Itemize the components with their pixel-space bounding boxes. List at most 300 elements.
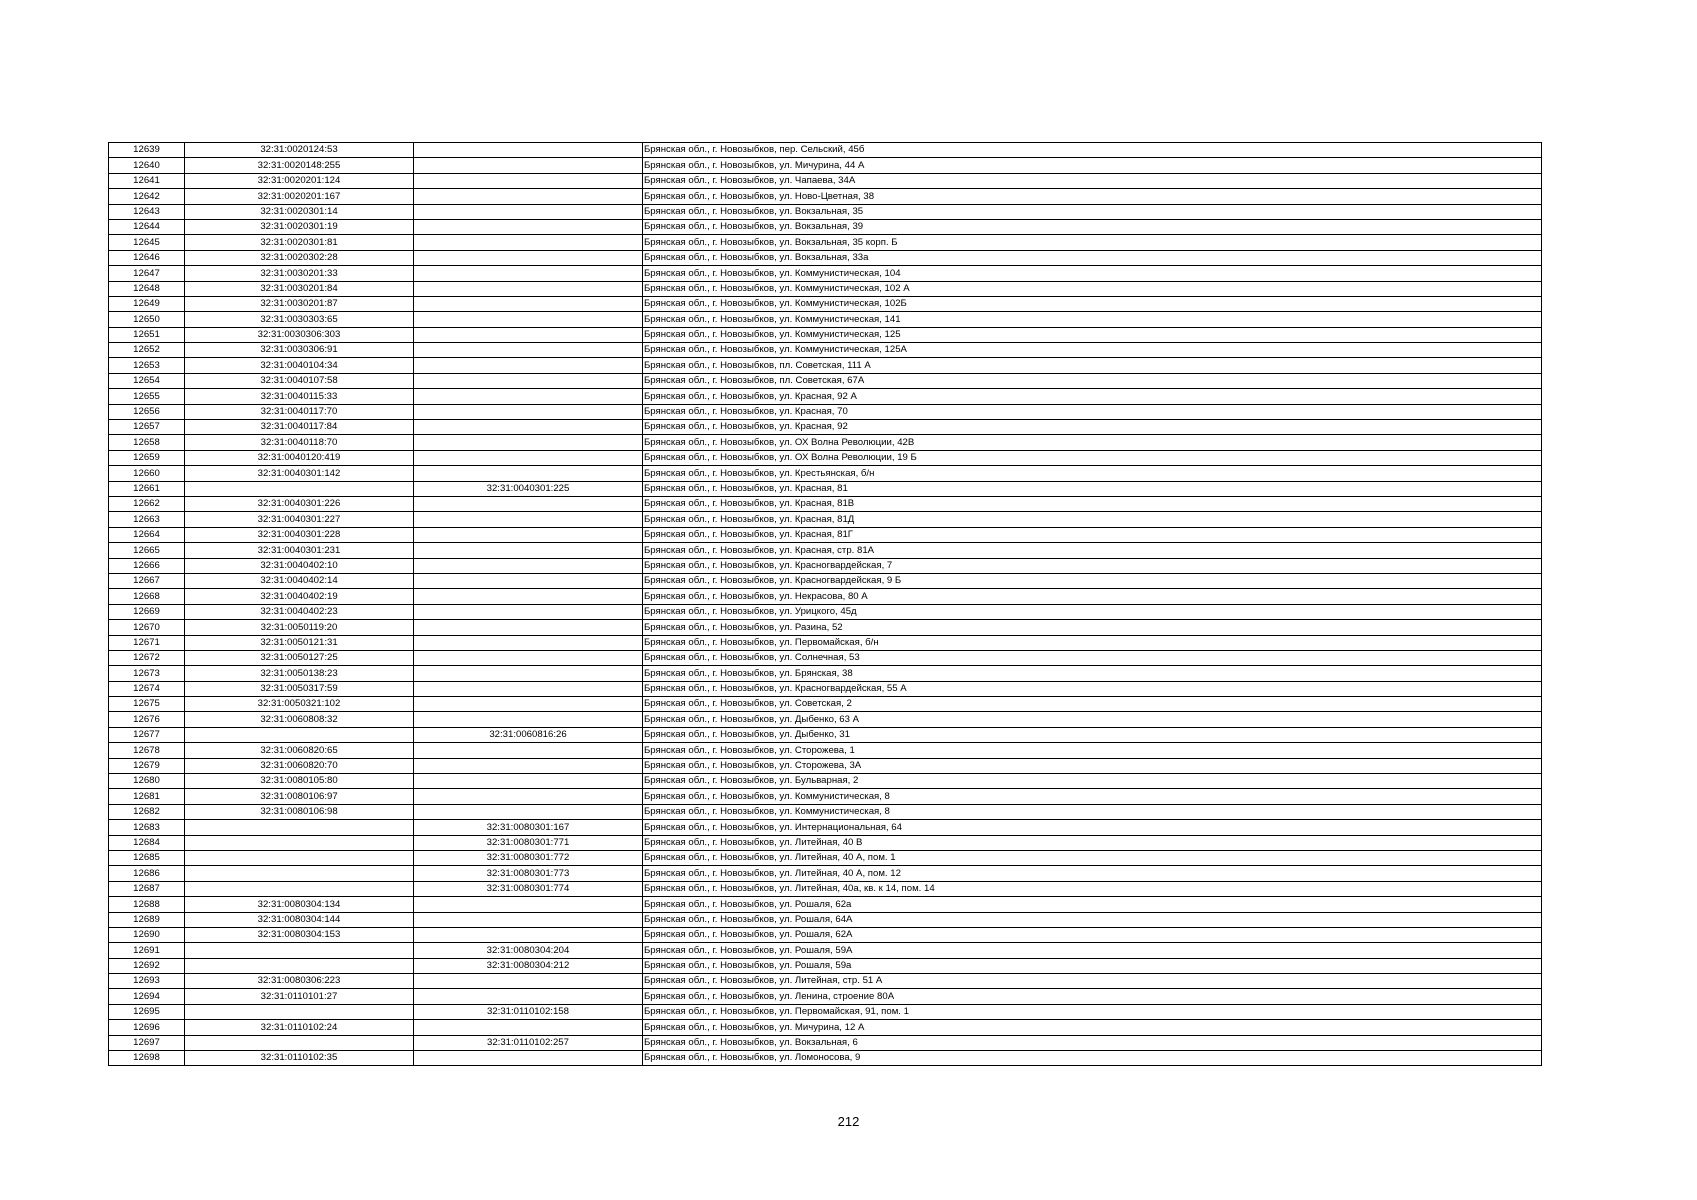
address-cell: Брянская обл., г. Новозыбков, ул. ОХ Волна Революции, 19 Б [643,450,1542,465]
cadastral-number-alt-cell [414,789,643,804]
cadastral-number-alt-cell [414,712,643,727]
cadastral-number-cell [185,881,414,896]
row-number-cell: 12642 [109,189,185,204]
cadastral-number-alt-cell [414,989,643,1004]
row-number-cell: 12692 [109,958,185,973]
row-number-cell: 12676 [109,712,185,727]
cadastral-number-alt-cell [414,1051,643,1066]
cadastral-number-alt-cell [414,404,643,419]
cadastral-number-alt-cell [414,666,643,681]
row-number-cell: 12693 [109,974,185,989]
table-row [109,804,1542,819]
row-number-cell: 12658 [109,435,185,450]
address-cell: Брянская обл., г. Новозыбков, ул. Сторожева, 3А [643,758,1542,773]
cadastral-number-cell: 32:31:0030201:33 [185,266,414,281]
table-row [109,774,1542,789]
cadastral-number-alt-cell: 32:31:0110102:257 [414,1035,643,1050]
cadastral-number-alt-cell [414,512,643,527]
table-row [109,850,1542,865]
address-cell: Брянская обл., г. Новозыбков, ул. Красная, 92 А [643,389,1542,404]
row-number-cell: 12657 [109,420,185,435]
registry-body [109,143,1542,1066]
cadastral-number-cell: 32:31:0050138:23 [185,666,414,681]
table-row [109,666,1542,681]
table-row [109,527,1542,542]
row-number-cell: 12653 [109,358,185,373]
row-number-cell: 12682 [109,804,185,819]
table-row [109,235,1542,250]
row-number-cell: 12698 [109,1051,185,1066]
cadastral-number-cell: 32:31:0020301:14 [185,204,414,219]
address-cell: Брянская обл., г. Новозыбков, ул. Солнечная, 53 [643,650,1542,665]
registry-table [108,142,1542,1066]
cadastral-number-alt-cell: 32:31:0080301:771 [414,835,643,850]
cadastral-number-cell: 32:31:0040301:226 [185,496,414,511]
cadastral-number-cell: 32:31:0050317:59 [185,681,414,696]
table-row [109,219,1542,234]
table-row [109,404,1542,419]
address-cell: Брянская обл., г. Новозыбков, пер. Сельский, 45б [643,143,1542,158]
row-number-cell: 12668 [109,589,185,604]
table-row [109,881,1542,896]
table-row [109,1051,1542,1066]
cadastral-number-cell: 32:31:0020301:19 [185,219,414,234]
cadastral-number-cell [185,958,414,973]
row-number-cell: 12690 [109,927,185,942]
address-cell: Брянская обл., г. Новозыбков, ул. Рошаля, 62А [643,927,1542,942]
cadastral-number-cell: 32:31:0040402:23 [185,604,414,619]
row-number-cell: 12661 [109,481,185,496]
cadastral-number-cell: 32:31:0080106:97 [185,789,414,804]
row-number-cell: 12675 [109,697,185,712]
cadastral-number-alt-cell [414,296,643,311]
cadastral-number-cell: 32:31:0020201:167 [185,189,414,204]
table-row [109,758,1542,773]
table-row [109,620,1542,635]
cadastral-number-alt-cell [414,450,643,465]
cadastral-number-cell: 32:31:0080304:144 [185,912,414,927]
table-row [109,204,1542,219]
row-number-cell: 12667 [109,573,185,588]
cadastral-number-alt-cell [414,604,643,619]
table-row [109,158,1542,173]
address-cell: Брянская обл., г. Новозыбков, ул. Рошаля, 59А [643,943,1542,958]
cadastral-number-cell: 32:31:0050119:20 [185,620,414,635]
cadastral-number-cell [185,727,414,742]
cadastral-number-alt-cell [414,389,643,404]
table-row [109,573,1542,588]
cadastral-number-alt-cell [414,204,643,219]
cadastral-number-alt-cell [414,635,643,650]
cadastral-number-cell: 32:31:0060820:65 [185,743,414,758]
row-number-cell: 12671 [109,635,185,650]
cadastral-number-alt-cell: 32:31:0080301:167 [414,820,643,835]
table-row [109,589,1542,604]
address-cell: Брянская обл., г. Новозыбков, ул. Вокзальная, 35 корп. Б [643,235,1542,250]
address-cell: Брянская обл., г. Новозыбков, ул. Рошаля, 64А [643,912,1542,927]
row-number-cell: 12663 [109,512,185,527]
cadastral-number-alt-cell [414,743,643,758]
address-cell: Брянская обл., г. Новозыбков, ул. Красногвардейская, 55 А [643,681,1542,696]
row-number-cell: 12666 [109,558,185,573]
address-cell: Брянская обл., г. Новозыбков, ул. Рошаля, 62а [643,897,1542,912]
cadastral-number-alt-cell [414,158,643,173]
cadastral-number-cell: 32:31:0050321:102 [185,697,414,712]
cadastral-number-alt-cell [414,358,643,373]
table-row [109,974,1542,989]
table-row [109,312,1542,327]
address-cell: Брянская обл., г. Новозыбков, ул. Ленина, строение 80А [643,989,1542,1004]
cadastral-number-cell [185,1004,414,1019]
row-number-cell: 12647 [109,266,185,281]
cadastral-number-alt-cell [414,927,643,942]
cadastral-number-alt-cell [414,266,643,281]
address-cell: Брянская обл., г. Новозыбков, ул. Красная, стр. 81А [643,543,1542,558]
table-row [109,189,1542,204]
table-row [109,343,1542,358]
table-row [109,481,1542,496]
row-number-cell: 12670 [109,620,185,635]
row-number-cell: 12688 [109,897,185,912]
table-row [109,712,1542,727]
row-number-cell: 12697 [109,1035,185,1050]
table-row [109,1020,1542,1035]
row-number-cell: 12664 [109,527,185,542]
row-number-cell: 12681 [109,789,185,804]
row-number-cell: 12662 [109,496,185,511]
table-row [109,697,1542,712]
cadastral-number-alt-cell [414,697,643,712]
address-cell: Брянская обл., г. Новозыбков, ул. Литейная, 40 А, пом. 1 [643,850,1542,865]
cadastral-number-cell [185,850,414,865]
cadastral-number-alt-cell: 32:31:0110102:158 [414,1004,643,1019]
table-row [109,958,1542,973]
row-number-cell: 12669 [109,604,185,619]
cadastral-number-alt-cell [414,281,643,296]
cadastral-number-cell: 32:31:0040115:33 [185,389,414,404]
table-row [109,143,1542,158]
address-cell: Брянская обл., г. Новозыбков, ул. Некрасова, 80 А [643,589,1542,604]
row-number-cell: 12689 [109,912,185,927]
cadastral-number-alt-cell: 32:31:0080301:773 [414,866,643,881]
cadastral-number-cell: 32:31:0080304:134 [185,897,414,912]
address-cell: Брянская обл., г. Новозыбков, ул. Ломоносова, 9 [643,1051,1542,1066]
table-row [109,512,1542,527]
row-number-cell: 12686 [109,866,185,881]
address-cell: Брянская обл., г. Новозыбков, ул. Бульварная, 2 [643,774,1542,789]
address-cell: Брянская обл., г. Новозыбков, ул. Красная, 81Г [643,527,1542,542]
cadastral-number-alt-cell [414,1020,643,1035]
cadastral-number-alt-cell [414,312,643,327]
row-number-cell: 12639 [109,143,185,158]
row-number-cell: 12694 [109,989,185,1004]
cadastral-number-alt-cell [414,758,643,773]
cadastral-number-alt-cell: 32:31:0040301:225 [414,481,643,496]
cadastral-number-cell: 32:31:0040301:231 [185,543,414,558]
cadastral-number-alt-cell [414,573,643,588]
cadastral-number-alt-cell [414,189,643,204]
cadastral-number-alt-cell [414,897,643,912]
row-number-cell: 12641 [109,173,185,188]
address-cell: Брянская обл., г. Новозыбков, ул. Вокзальная, 35 [643,204,1542,219]
table-row [109,496,1542,511]
address-cell: Брянская обл., г. Новозыбков, ул. Дыбенко, 31 [643,727,1542,742]
cadastral-number-cell: 32:31:0040301:228 [185,527,414,542]
cadastral-number-cell: 32:31:0040117:70 [185,404,414,419]
table-row [109,835,1542,850]
row-number-cell: 12651 [109,327,185,342]
cadastral-number-cell: 32:31:0040118:70 [185,435,414,450]
cadastral-number-cell [185,1035,414,1050]
table-row [109,1004,1542,1019]
address-cell: Брянская обл., г. Новозыбков, ул. Чапаева, 34А [643,173,1542,188]
table-row [109,989,1542,1004]
row-number-cell: 12650 [109,312,185,327]
row-number-cell: 12649 [109,296,185,311]
row-number-cell: 12677 [109,727,185,742]
address-cell: Брянская обл., г. Новозыбков, ул. Вокзальная, 39 [643,219,1542,234]
row-number-cell: 12665 [109,543,185,558]
cadastral-number-cell: 32:31:0030306:303 [185,327,414,342]
cadastral-number-cell: 32:31:0060820:70 [185,758,414,773]
address-cell: Брянская обл., г. Новозыбков, ул. Литейная, 40а, кв. к 14, пом. 14 [643,881,1542,896]
address-cell: Брянская обл., г. Новозыбков, ул. Рошаля, 59а [643,958,1542,973]
row-number-cell: 12674 [109,681,185,696]
cadastral-number-alt-cell [414,420,643,435]
address-cell: Брянская обл., г. Новозыбков, ул. Красная, 81Д [643,512,1542,527]
address-cell: Брянская обл., г. Новозыбков, ул. Ново-Цветная, 38 [643,189,1542,204]
cadastral-number-alt-cell [414,681,643,696]
row-number-cell: 12640 [109,158,185,173]
table-row [109,296,1542,311]
row-number-cell: 12695 [109,1004,185,1019]
cadastral-number-cell: 32:31:0040402:10 [185,558,414,573]
cadastral-number-cell: 32:31:0040301:227 [185,512,414,527]
address-cell: Брянская обл., г. Новозыбков, ул. Красная, 81 [643,481,1542,496]
table-row [109,789,1542,804]
cadastral-number-cell: 32:31:0020302:28 [185,250,414,265]
address-cell: Брянская обл., г. Новозыбков, ул. Советская, 2 [643,697,1542,712]
cadastral-number-alt-cell [414,650,643,665]
table-row [109,543,1542,558]
cadastral-number-alt-cell [414,589,643,604]
table-row [109,897,1542,912]
table-row [109,450,1542,465]
cadastral-number-alt-cell [414,466,643,481]
table-row [109,373,1542,388]
table-row [109,266,1542,281]
address-cell: Брянская обл., г. Новозыбков, ул. Коммунистическая, 8 [643,804,1542,819]
address-cell: Брянская обл., г. Новозыбков, пл. Советская, 111 А [643,358,1542,373]
row-number-cell: 12659 [109,450,185,465]
cadastral-number-cell: 32:31:0020124:53 [185,143,414,158]
cadastral-number-cell: 32:31:0040107:58 [185,373,414,388]
row-number-cell: 12644 [109,219,185,234]
address-cell: Брянская обл., г. Новозыбков, ул. Первомайская, 91, пом. 1 [643,1004,1542,1019]
cadastral-number-alt-cell [414,804,643,819]
cadastral-number-alt-cell: 32:31:0080304:212 [414,958,643,973]
table-row [109,173,1542,188]
cadastral-number-cell: 32:31:0110102:24 [185,1020,414,1035]
cadastral-number-cell: 32:31:0040301:142 [185,466,414,481]
cadastral-number-cell: 32:31:0020201:124 [185,173,414,188]
cadastral-number-alt-cell: 32:31:0080301:774 [414,881,643,896]
cadastral-number-alt-cell [414,912,643,927]
address-cell: Брянская обл., г. Новозыбков, ул. Коммунистическая, 125А [643,343,1542,358]
address-cell: Брянская обл., г. Новозыбков, ул. Красная, 92 [643,420,1542,435]
row-number-cell: 12646 [109,250,185,265]
row-number-cell: 12648 [109,281,185,296]
row-number-cell: 12660 [109,466,185,481]
cadastral-number-alt-cell [414,435,643,450]
address-cell: Брянская обл., г. Новозыбков, ул. Коммунистическая, 141 [643,312,1542,327]
row-number-cell: 12652 [109,343,185,358]
table-row [109,866,1542,881]
address-cell: Брянская обл., г. Новозыбков, ул. Интернациональная, 64 [643,820,1542,835]
address-cell: Брянская обл., г. Новозыбков, ул. Вокзальная, 6 [643,1035,1542,1050]
table-row [109,281,1542,296]
address-cell: Брянская обл., г. Новозыбков, ул. Коммунистическая, 104 [643,266,1542,281]
cadastral-number-alt-cell [414,327,643,342]
address-cell: Брянская обл., г. Новозыбков, ул. ОХ Волна Революции, 42В [643,435,1542,450]
row-number-cell: 12672 [109,650,185,665]
address-cell: Брянская обл., г. Новозыбков, пл. Советская, 67А [643,373,1542,388]
table-row [109,1035,1542,1050]
row-number-cell: 12685 [109,850,185,865]
cadastral-number-cell [185,481,414,496]
table-row [109,466,1542,481]
cadastral-number-cell: 32:31:0040402:14 [185,573,414,588]
address-cell: Брянская обл., г. Новозыбков, ул. Красногвардейская, 9 Б [643,573,1542,588]
cadastral-number-cell: 32:31:0020301:81 [185,235,414,250]
cadastral-number-alt-cell: 32:31:0060816:26 [414,727,643,742]
address-cell: Брянская обл., г. Новозыбков, ул. Урицкого, 45д [643,604,1542,619]
address-cell: Брянская обл., г. Новозыбков, ул. Литейная, 40 В [643,835,1542,850]
table-row [109,604,1542,619]
cadastral-number-alt-cell [414,250,643,265]
table-row [109,327,1542,342]
cadastral-number-cell: 32:31:0110101:27 [185,989,414,1004]
address-cell: Брянская обл., г. Новозыбков, ул. Первомайская, б/н [643,635,1542,650]
cadastral-number-cell: 32:31:0020148:255 [185,158,414,173]
address-cell: Брянская обл., г. Новозыбков, ул. Мичурина, 12 А [643,1020,1542,1035]
table-row [109,743,1542,758]
cadastral-number-cell: 32:31:0030201:84 [185,281,414,296]
cadastral-number-cell: 32:31:0040120:419 [185,450,414,465]
row-number-cell: 12683 [109,820,185,835]
table-row [109,681,1542,696]
table-row [109,389,1542,404]
row-number-cell: 12684 [109,835,185,850]
address-cell: Брянская обл., г. Новозыбков, ул. Литейная, стр. 51 А [643,974,1542,989]
cadastral-number-alt-cell [414,143,643,158]
row-number-cell: 12643 [109,204,185,219]
cadastral-number-alt-cell [414,620,643,635]
address-cell: Брянская обл., г. Новозыбков, ул. Коммунистическая, 102 А [643,281,1542,296]
cadastral-number-alt-cell: 32:31:0080304:204 [414,943,643,958]
address-cell: Брянская обл., г. Новозыбков, ул. Коммунистическая, 102Б [643,296,1542,311]
row-number-cell: 12679 [109,758,185,773]
row-number-cell: 12678 [109,743,185,758]
table-row [109,820,1542,835]
address-cell: Брянская обл., г. Новозыбков, ул. Мичурина, 44 А [643,158,1542,173]
address-cell: Брянская обл., г. Новозыбков, ул. Коммунистическая, 125 [643,327,1542,342]
cadastral-number-cell: 32:31:0080304:153 [185,927,414,942]
cadastral-number-alt-cell: 32:31:0080301:772 [414,850,643,865]
table-row [109,250,1542,265]
cadastral-number-cell: 32:31:0050121:31 [185,635,414,650]
cadastral-number-alt-cell [414,343,643,358]
address-cell: Брянская обл., г. Новозыбков, ул. Красногвардейская, 7 [643,558,1542,573]
address-cell: Брянская обл., г. Новозыбков, ул. Красная, 70 [643,404,1542,419]
table-row [109,943,1542,958]
row-number-cell: 12645 [109,235,185,250]
row-number-cell: 12673 [109,666,185,681]
cadastral-number-alt-cell [414,496,643,511]
cadastral-number-cell: 32:31:0030201:87 [185,296,414,311]
cadastral-number-cell [185,866,414,881]
cadastral-number-cell: 32:31:0030306:91 [185,343,414,358]
cadastral-number-cell [185,835,414,850]
table-row [109,358,1542,373]
cadastral-number-alt-cell [414,219,643,234]
cadastral-number-cell: 32:31:0080106:98 [185,804,414,819]
row-number-cell: 12696 [109,1020,185,1035]
cadastral-number-cell: 32:31:0040402:19 [185,589,414,604]
table-row [109,650,1542,665]
address-cell: Брянская обл., г. Новозыбков, ул. Крестьянская, б/н [643,466,1542,481]
cadastral-number-alt-cell [414,373,643,388]
cadastral-number-cell: 32:31:0050127:25 [185,650,414,665]
table-row [109,727,1542,742]
address-cell: Брянская обл., г. Новозыбков, ул. Разина, 52 [643,620,1542,635]
cadastral-number-cell: 32:31:0110102:35 [185,1051,414,1066]
page-number: 212 [837,1114,860,1129]
row-number-cell: 12656 [109,404,185,419]
cadastral-number-alt-cell [414,543,643,558]
cadastral-number-cell: 32:31:0080105:80 [185,774,414,789]
row-number-cell: 12654 [109,373,185,388]
address-cell: Брянская обл., г. Новозыбков, ул. Сторожева, 1 [643,743,1542,758]
table-row [109,420,1542,435]
cadastral-number-cell: 32:31:0030303:65 [185,312,414,327]
address-cell: Брянская обл., г. Новозыбков, ул. Вокзальная, 33а [643,250,1542,265]
cadastral-number-alt-cell [414,974,643,989]
cadastral-number-cell: 32:31:0060808:32 [185,712,414,727]
row-number-cell: 12655 [109,389,185,404]
address-cell: Брянская обл., г. Новозыбков, ул. Брянская, 38 [643,666,1542,681]
table-row [109,927,1542,942]
cadastral-number-alt-cell [414,558,643,573]
address-cell: Брянская обл., г. Новозыбков, ул. Дыбенко, 63 А [643,712,1542,727]
cadastral-number-alt-cell [414,235,643,250]
cadastral-number-cell: 32:31:0080306:223 [185,974,414,989]
cadastral-number-alt-cell [414,774,643,789]
table-row [109,558,1542,573]
table-row [109,435,1542,450]
address-cell: Брянская обл., г. Новозыбков, ул. Литейная, 40 А, пом. 12 [643,866,1542,881]
cadastral-number-alt-cell [414,173,643,188]
address-cell: Брянская обл., г. Новозыбков, ул. Красная, 81В [643,496,1542,511]
table-row [109,635,1542,650]
row-number-cell: 12687 [109,881,185,896]
cadastral-number-cell [185,820,414,835]
row-number-cell: 12691 [109,943,185,958]
table-row [109,912,1542,927]
cadastral-number-cell: 32:31:0040117:84 [185,420,414,435]
cadastral-number-cell: 32:31:0040104:34 [185,358,414,373]
cadastral-number-alt-cell [414,527,643,542]
